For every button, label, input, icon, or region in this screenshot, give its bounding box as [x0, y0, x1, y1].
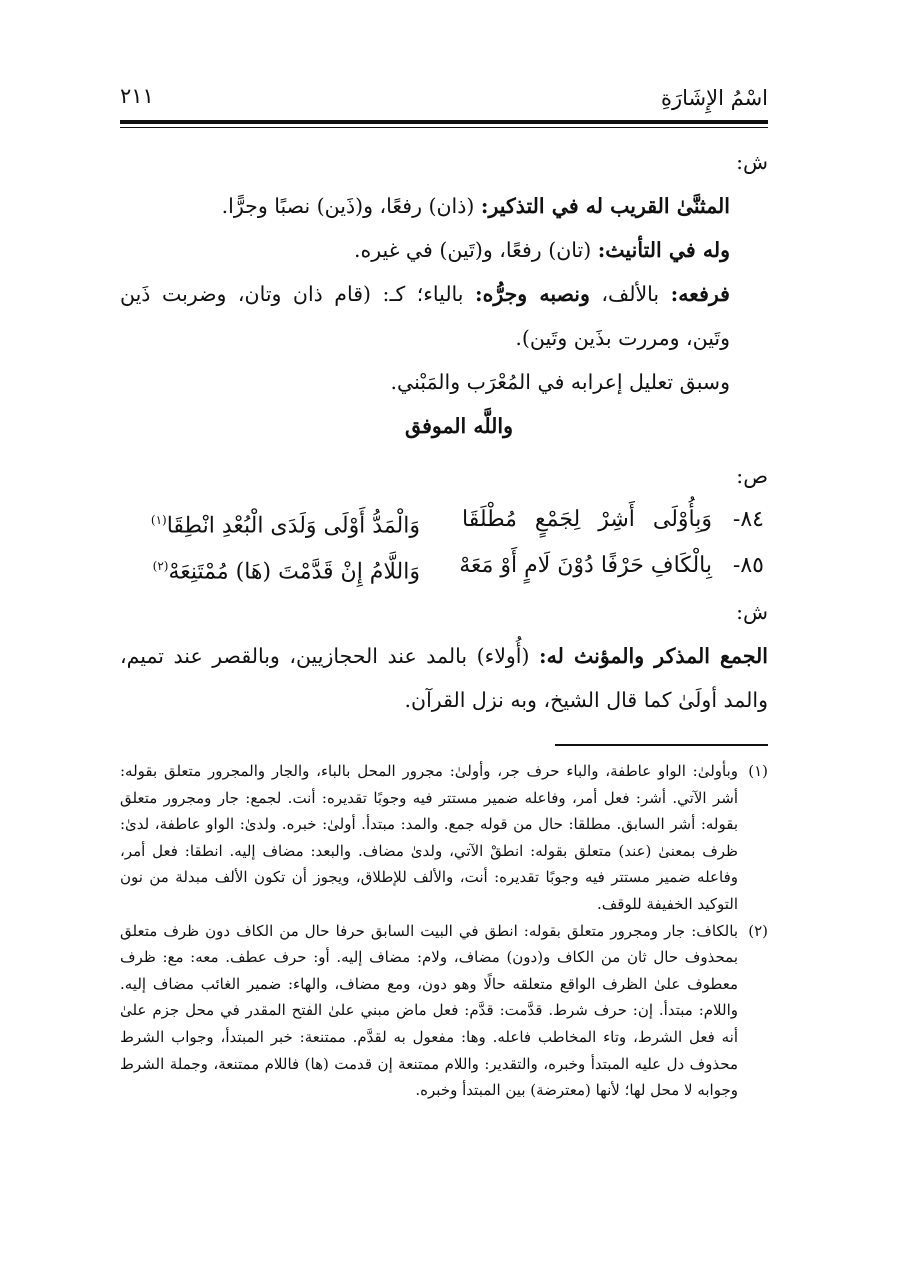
paragraph-dual-feminine	[120, 228, 768, 272]
chapter-title: اسْمُ الإِشَارَةِ	[660, 86, 768, 110]
paragraph-text: بالياء؛ كـ: (قام ذان وتان، وضربت ذَين وتَين، ومررت بذَين وتَين).	[120, 282, 730, 350]
footnote-text: وبأولىٰ: الواو عاطفة، والباء حرف جر، وأولىٰ: مجرور المحل بالباء، والجار والمجرور متعلق بقوله: أشر الآتي. أشر: فعل أمر، وفاعله ضمير مستتر فيه وجوبًا تقديره: أنت. لجمع: جار ومجرور متعلق بقوله: أشر السابق. مطلقا: حال من قوله جمع. والمد: مبتدأ. أولىٰ: خبره. ولدىٰ: الواو عاطفة، لدىٰ: ظرف بمعنىٰ (عند) متعلق بقوله: انطقْ الآتي، ولدىٰ مضاف. والبعد: مضاف إليه. انطقا: فعل أمر، وفاعله ضمير مستتر فيه وجوبًا تقديره: أنت، والألف للإطلاق، ويجوز أن تكون الألف مبدلة من نون التوكيد الخفيفة للوقف.	[120, 762, 738, 913]
header-rule-thin	[120, 127, 768, 128]
footnote-ref[interactable]: (٢)	[152, 559, 169, 573]
closing-phrase	[120, 404, 768, 448]
verse-84	[120, 498, 768, 544]
verse-number: ٨٤-	[732, 507, 764, 532]
paragraph-text: (تان) رفعًا، و(تَين) في غيره.	[353, 238, 598, 262]
footnote-text: بالكاف: جار ومجرور متعلق بقوله: انطق في البيت السابق حرفا حال من الكاف دون ظرف متعلق بمحذوف حال ثان من الكاف و(دون) مضاف، ولام: مضاف إليه. أو: حرف عطف. معه: مع: ظرف معطوف علىٰ الظرف الواقع متعلقه حالًا وهو دون، ومع مضاف، والهاء: ضمير الغائب مضاف إليه. واللام: مبتدأ. إن: حرف شرط. قدَّمت: قدَّم: فعل ماض مبني علىٰ الفتح المقدر في محل جزم علىٰ أنه فعل الشرط، وتاء المخاطب فاعله. وها: مفعول به لقدَّم. ممتنعة: خبر المبتدأ، وجواب الشرط محذوف دل عليه المبتدأ وخبره، والتقدير: واللام ممتنعة إن قدمت (ها) فاللام ممتنعة، وجملة الشرط وجوابه لا محل لها؛ لأنها (معترضة) بين المبتدأ وخبره.	[120, 921, 738, 1100]
paragraph-text: بالألف،	[589, 282, 671, 306]
paragraph-text: (ذان) رفعًا، و(ذَين) نصبًا وجرًّا.	[221, 194, 481, 218]
footnote-1	[120, 758, 768, 918]
verse-first-hemistich: وَبِأُوْلَى أَشِرْ لِجَمْعٍ مُطْلَقَا	[462, 507, 712, 532]
verse-second-hemistich	[120, 544, 420, 594]
paragraph-inflection	[120, 272, 768, 360]
bold-term: الجمع المذكر والمؤنث له:	[539, 644, 768, 668]
verse-second-hemistich	[120, 498, 420, 548]
paragraph-reference: وسبق تعليل إعرابه في المُعْرَب والمَبْني.	[390, 370, 730, 394]
footnote-ref[interactable]: (١)	[150, 513, 167, 527]
page-number: ٢١١	[120, 84, 154, 108]
footnotes	[120, 758, 768, 1104]
header-rule-thick	[120, 120, 768, 124]
paragraph-plural	[120, 634, 768, 722]
footnote-separator	[555, 744, 768, 746]
bold-term: ونصبه وجرُّه:	[475, 282, 590, 306]
sadr-label: ص:	[736, 464, 768, 488]
bold-term: وله في التأنيث:	[597, 238, 730, 262]
verse-text: وَالْمَدُّ أَوْلَى وَلَدَى الْبُعْدِ انْطِقَا	[166, 513, 420, 539]
sharh-label: ش:	[736, 150, 768, 174]
footnote-2	[120, 918, 768, 1104]
bold-term: المثنَّىٰ القريب له في التذكير:	[480, 194, 730, 218]
main-text	[120, 140, 768, 722]
verse-text: وَاللَّامُ إِنْ قَدَّمْتَ (هَا) مُمْتَنِعَهْ	[168, 559, 420, 585]
verse-number: ٨٥-	[732, 553, 764, 578]
paragraph-dual-masculine	[120, 184, 768, 228]
running-header	[120, 82, 768, 116]
footnote-number: (٢)	[748, 921, 768, 940]
footnote-number: (١)	[748, 762, 768, 780]
paragraph-text: (أُولاء) بالمد عند الحجازيين، وبالقصر عند تميم، والمد أولَىٰ كما قال الشيخ، وبه نزل القرآن.	[120, 644, 768, 712]
closing-text: واللَّه الموفق	[404, 414, 514, 438]
sharh-label: ش:	[736, 600, 768, 624]
verse-first-hemistich: بِالْكَافِ حَرْفًا دُوْنَ لَامٍ أَوْ مَعَهْ	[459, 553, 712, 578]
verse-85	[120, 544, 768, 590]
bold-term: فرفعه:	[670, 282, 730, 306]
